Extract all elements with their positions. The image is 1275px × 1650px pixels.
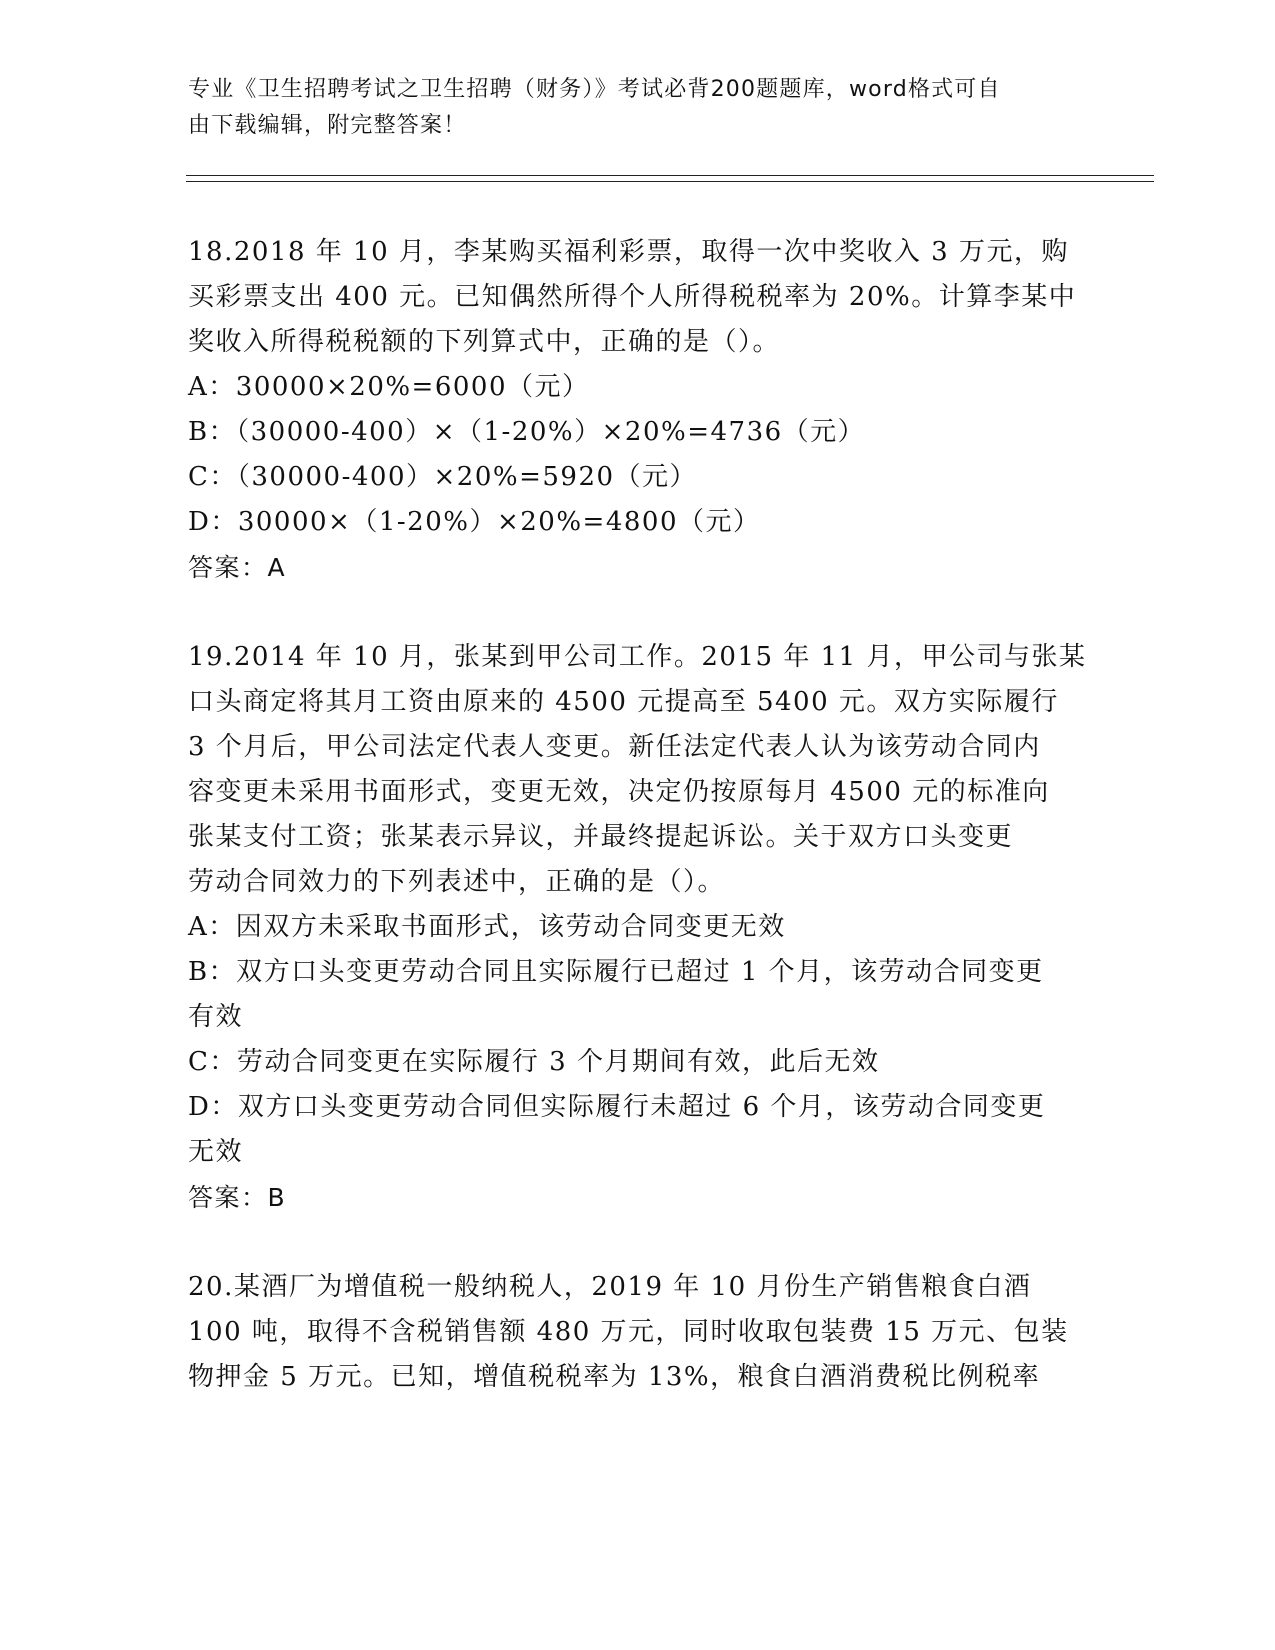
option-d-continued: 无效: [188, 1137, 244, 1167]
document-header: [188, 72, 1088, 144]
question-stem-line: 劳动合同效力的下列表述中，正确的是（）。: [188, 867, 726, 897]
question-gap: [188, 1220, 1088, 1265]
question-stem-line: 物押金 5 万元。已知，增值税税率为 13%，粮食白酒消费税比例税率: [188, 1362, 1041, 1392]
option-d: D：30000×（1-20%）×20%=4800（元）: [188, 507, 761, 537]
option-c: C：（30000-400）×20%=5920（元）: [188, 462, 698, 492]
option-b-continued: 有效: [188, 1002, 244, 1032]
question-19: [188, 635, 1088, 1220]
question-list: [188, 230, 1088, 1400]
question-stem-line: 18.2018 年 10 月，李某购买福利彩票，取得一次中奖收入 3 万元，购: [188, 237, 1069, 267]
question-stem-line: 张某支付工资；张某表示异议，并最终提起诉讼。关于双方口头变更: [188, 822, 1014, 852]
option-c: C：劳动合同变更在实际履行 3 个月期间有效，此后无效: [188, 1047, 880, 1077]
question-stem-line: 20.某酒厂为增值税一般纳税人，2019 年 10 月份生产销售粮食白酒: [188, 1272, 1032, 1302]
question-stem-line: 3 个月后，甲公司法定代表人变更。新任法定代表人认为该劳动合同内: [188, 732, 1041, 762]
question-stem-line: 奖收入所得税税额的下列算式中，正确的是（）。: [188, 327, 781, 357]
question-stem-line: 买彩票支出 400 元。已知偶然所得个人所得税税率为 20%。计算李某中: [188, 282, 1077, 312]
question-stem-line: 容变更未采用书面形式，变更无效，决定仍按原每月 4500 元的标准向: [188, 777, 1050, 807]
header-line: 专业《卫生招聘考试之卫生招聘（财务）》考试必背200题题库，word格式可自: [188, 77, 1001, 102]
answer: 答案：B: [188, 1183, 287, 1212]
header-divider: [186, 175, 1154, 176]
answer: 答案：A: [188, 553, 287, 582]
option-d: D：双方口头变更劳动合同但实际履行未超过 6 个月，该劳动合同变更: [188, 1092, 1046, 1122]
option-a: A：30000×20%=6000（元）: [188, 372, 590, 402]
header-line: 由下载编辑，附完整答案！: [188, 113, 467, 138]
question-18: [188, 230, 1088, 590]
question-gap: [188, 590, 1088, 635]
question-stem-line: 100 吨，取得不含税销售额 480 万元，同时收取包装费 15 万元、包装: [188, 1317, 1069, 1347]
question-stem-line: 口头商定将其月工资由原来的 4500 元提高至 5400 元。双方实际履行: [188, 687, 1059, 717]
option-a: A：因双方未采取书面形式，该劳动合同变更无效: [188, 912, 786, 942]
header-divider: [186, 181, 1154, 182]
question-20: [188, 1265, 1088, 1400]
option-b: B：（30000-400）×（1-20%）×20%=4736（元）: [188, 417, 866, 447]
question-stem-line: 19.2014 年 10 月，张某到甲公司工作。2015 年 11 月，甲公司与张某: [188, 642, 1087, 672]
option-b: B：双方口头变更劳动合同且实际履行已超过 1 个月，该劳动合同变更: [188, 957, 1044, 987]
